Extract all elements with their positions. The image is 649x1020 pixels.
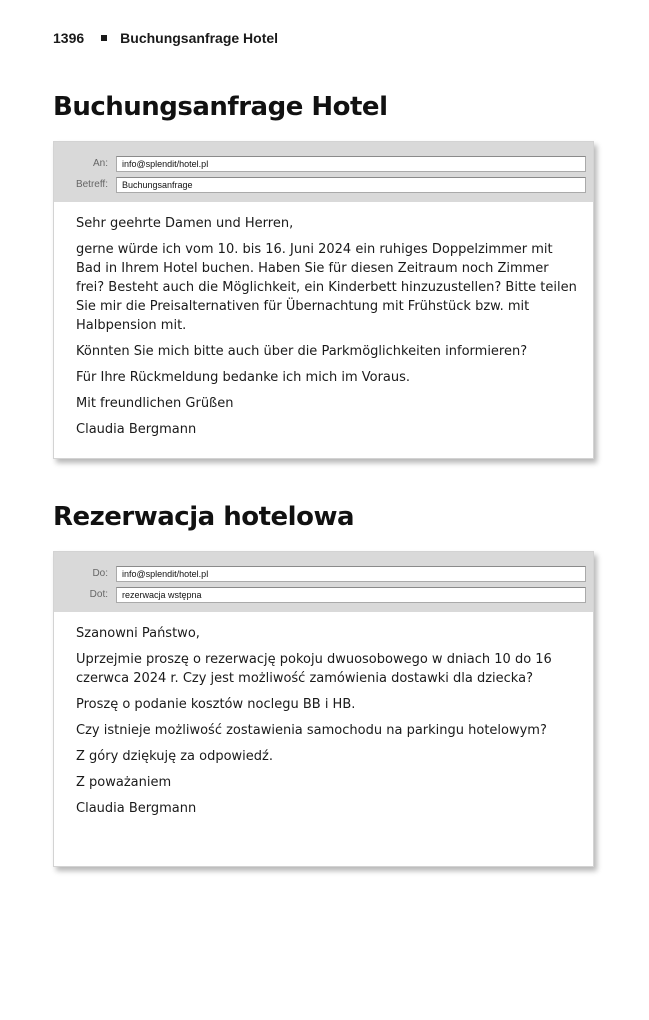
email-german xyxy=(53,141,594,459)
separator-square xyxy=(101,35,107,41)
section-title-polish: Rezerwacja hotelowa xyxy=(53,502,355,532)
running-head xyxy=(53,30,278,46)
subject-row xyxy=(54,584,586,605)
to-label: Do: xyxy=(92,568,108,579)
to-field[interactable]: info@splendit/hotel.pl xyxy=(116,156,586,172)
to-field[interactable]: info@splendit/hotel.pl xyxy=(116,566,586,582)
signature: Claudia Bergmann xyxy=(76,801,197,816)
body-paragraph: Z góry dziękuję za odpowiedź. xyxy=(76,749,273,764)
to-row xyxy=(54,153,586,174)
salutation: Sehr geehrte Damen und Herren, xyxy=(76,216,294,231)
subject-field[interactable]: rezerwacja wstępna xyxy=(116,587,586,603)
subject-label: Dot: xyxy=(89,589,108,600)
signature: Claudia Bergmann xyxy=(76,422,197,437)
email-body xyxy=(54,612,593,841)
running-title: Buchungsanfrage Hotel xyxy=(120,30,279,46)
section-title-german: Buchungsanfrage Hotel xyxy=(53,92,388,122)
email-header xyxy=(54,552,593,612)
body-paragraph: Proszę o podanie kosztów noclegu BB i HB. xyxy=(76,697,356,712)
closing: Mit freundlichen Grüßen xyxy=(76,396,234,411)
body-paragraph: Uprzejmie proszę o rezerwację pokoju dwuosobowego w dniach 10 do 16 czerwca 2024 r. Czy jest możliwość zamówienia dostawki dla dziecka? xyxy=(76,652,552,686)
body-paragraph: gerne würde ich vom 10. bis 16. Juni 2024 ein ruhiges Doppelzimmer mit Bad in Ihrem Hotel buchen. Haben Sie für diesen Zeitraum noch Zimmer frei? Besteht auch die Möglichkeit, ein Kinderbett hinzuzustellen? Bitte teilen Sie mir die Preisalternativen für Übernachtung mit Frühstück bzw. mit Halbpension mit. xyxy=(76,242,577,333)
email-polish xyxy=(53,551,594,867)
to-row xyxy=(54,563,586,584)
body-paragraph: Für Ihre Rückmeldung bedanke ich mich im Voraus. xyxy=(76,370,411,385)
email-body xyxy=(54,202,593,462)
closing: Z poważaniem xyxy=(76,775,172,790)
email-header xyxy=(54,142,593,202)
subject-label: Betreff: xyxy=(75,179,108,190)
salutation: Szanowni Państwo, xyxy=(76,626,200,641)
to-label: An: xyxy=(92,158,108,169)
page-number: 1396 xyxy=(53,30,85,46)
subject-field[interactable]: Buchungsanfrage xyxy=(116,177,586,193)
subject-row xyxy=(54,174,586,195)
body-paragraph: Czy istnieje możliwość zostawienia samochodu na parkingu hotelowym? xyxy=(76,723,547,738)
body-paragraph: Könnten Sie mich bitte auch über die Parkmöglichkeiten informieren? xyxy=(76,344,528,359)
